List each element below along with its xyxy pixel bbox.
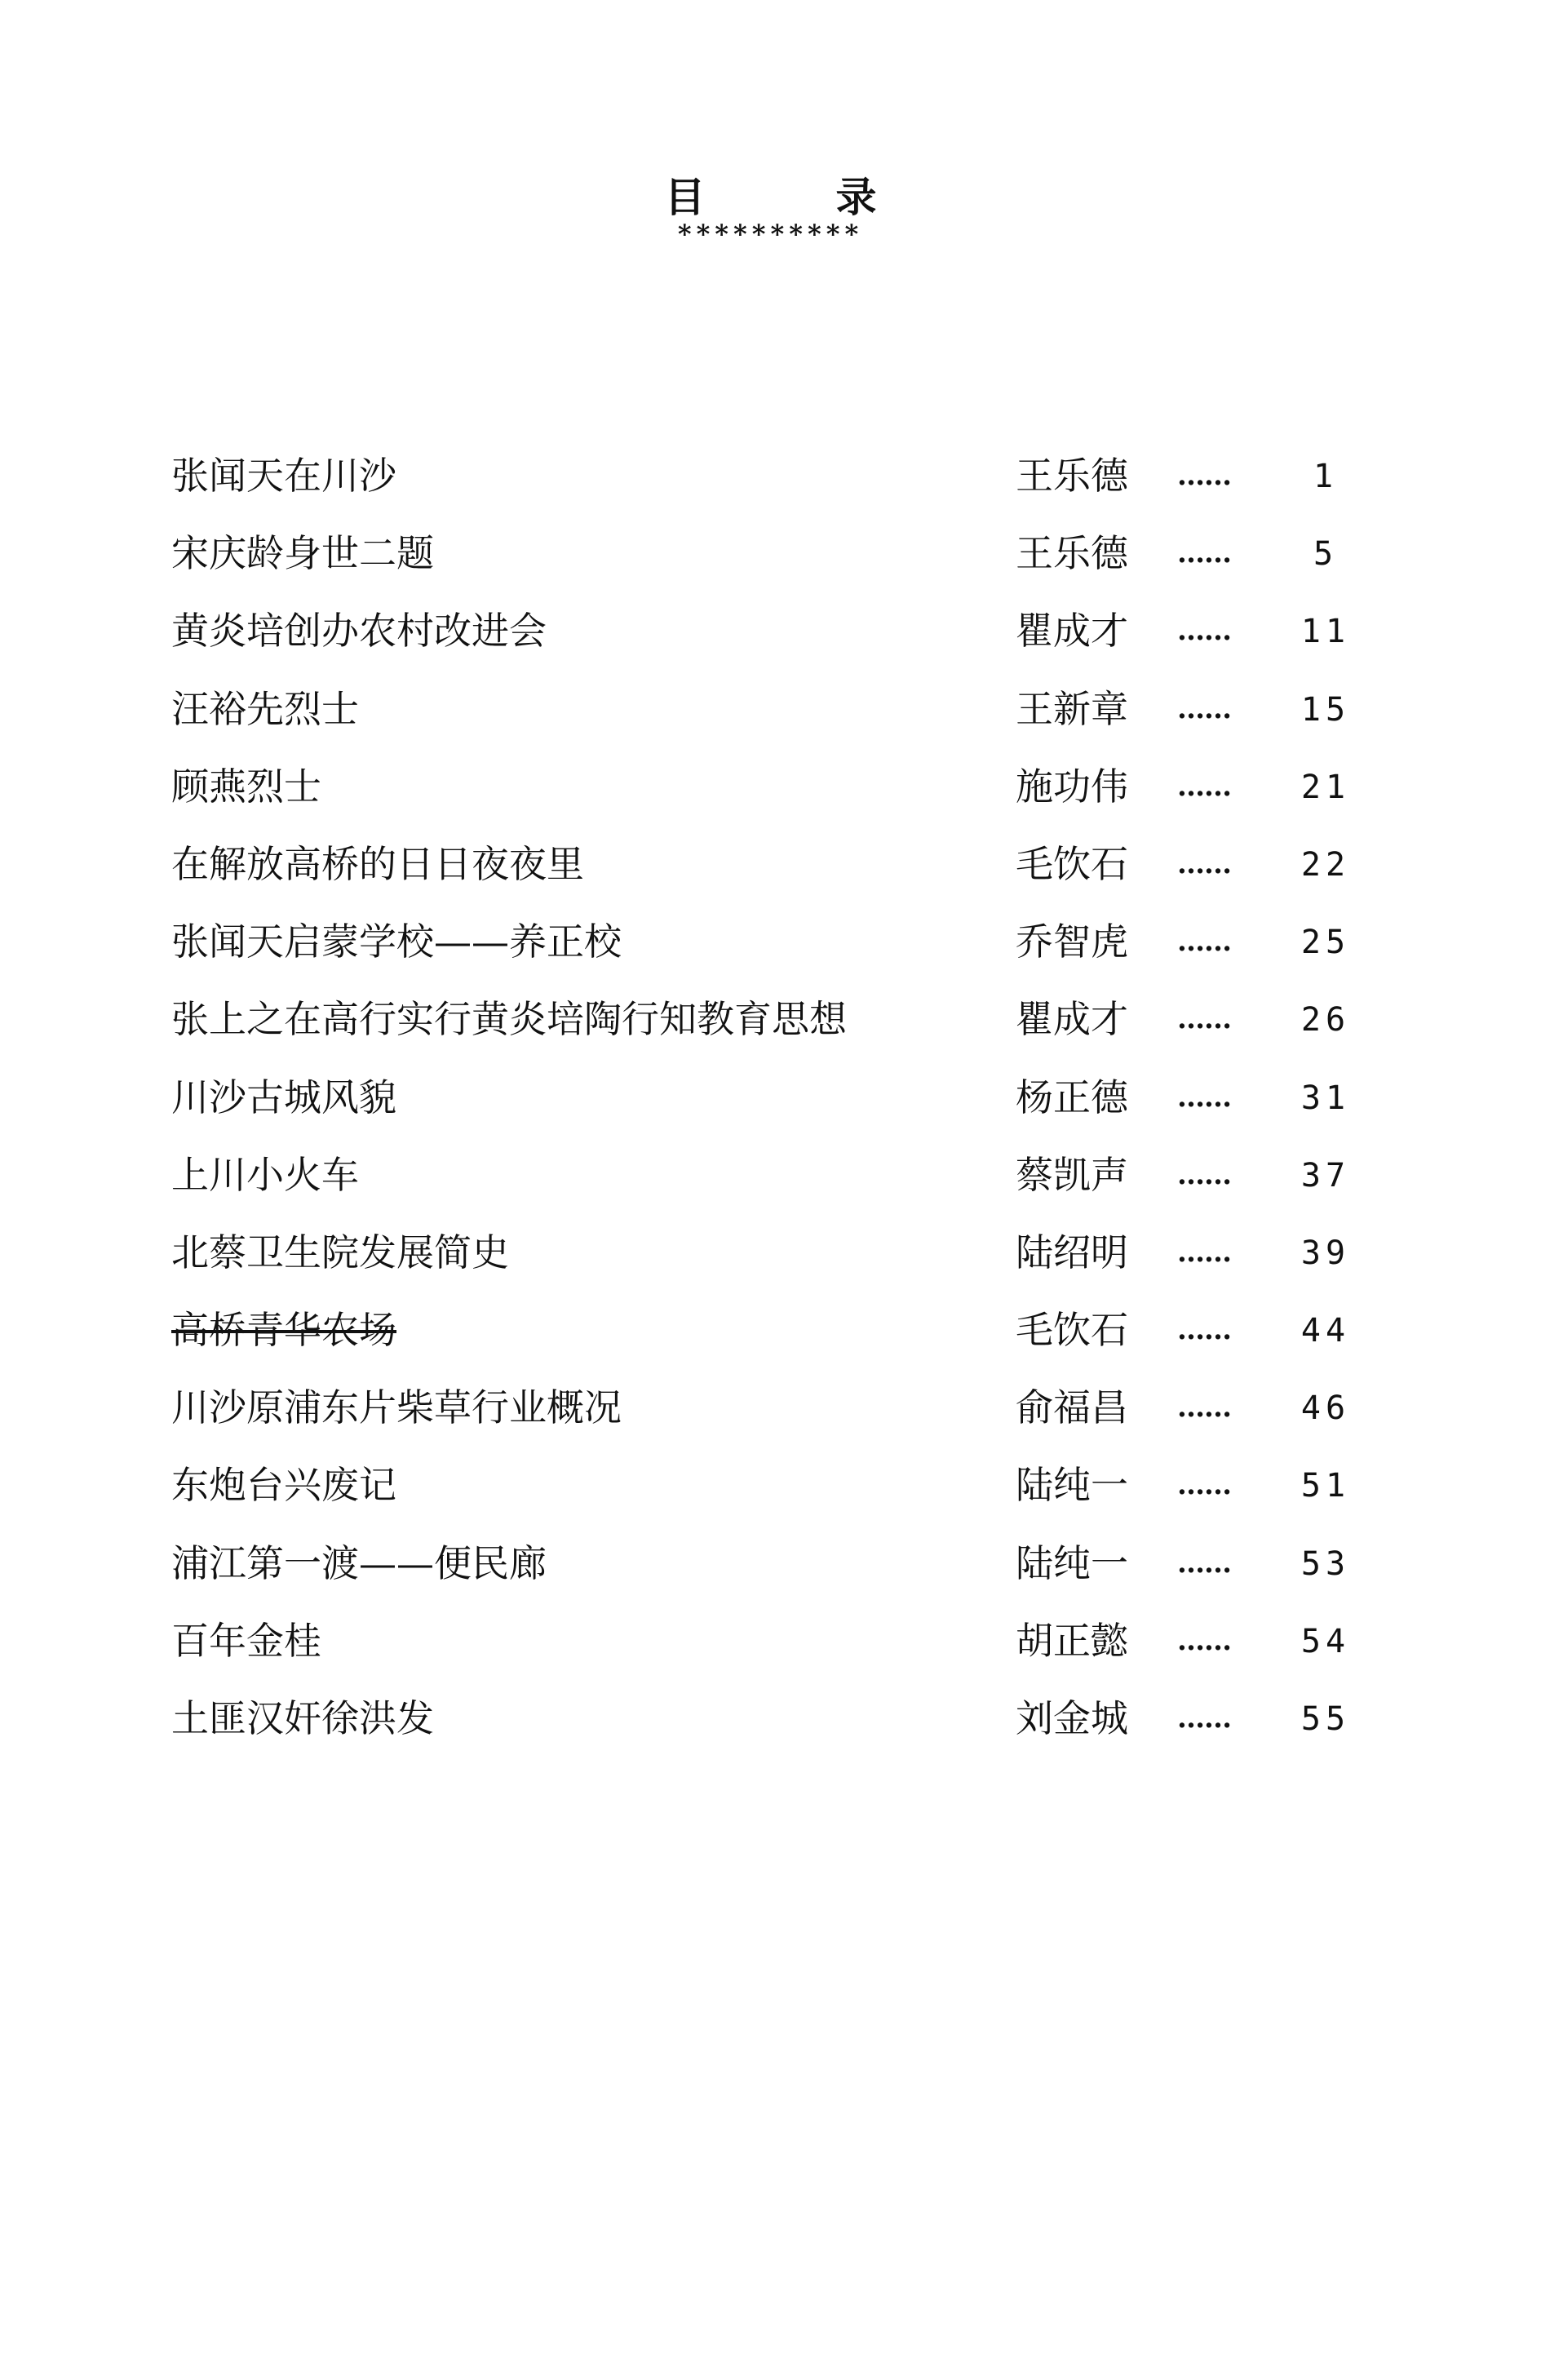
- toc-entry-title: 宋庆龄身世二题: [171, 531, 434, 576]
- toc-dot-leader: ……: [1177, 614, 1231, 648]
- toc-entry-author: 王乐德: [1016, 531, 1128, 576]
- toc-entry-author: 杨正德: [1016, 1075, 1128, 1119]
- toc-entry-page: 26: [1300, 1001, 1351, 1039]
- toc-entry: [0, 1066, 1541, 1144]
- toc-entry-author: 刘金城: [1016, 1696, 1128, 1740]
- toc-entry-page: 37: [1300, 1156, 1351, 1194]
- toc-entry: [0, 988, 1541, 1066]
- toc-entry: [0, 1221, 1541, 1299]
- toc-entry: [0, 1610, 1541, 1687]
- toc-entry-page: 46: [1300, 1389, 1351, 1428]
- toc-entry-page: 31: [1300, 1079, 1351, 1117]
- toc-entry: [0, 445, 1541, 522]
- toc-entry: [0, 522, 1541, 600]
- toc-entry-title: 浦江第一渡——便民廊: [171, 1540, 547, 1585]
- toc-entry-title: 张上之在高行实行黄炎培陶行知教育思想: [171, 997, 847, 1042]
- toc-dot-leader: ……: [1177, 1702, 1231, 1735]
- toc-entry-page: 55: [1300, 1700, 1351, 1738]
- toc-entry-page: 5: [1313, 535, 1339, 574]
- toc-entry-title: 在解放高桥的日日夜夜里: [171, 841, 584, 886]
- toc-entry-author: 毛饮石: [1016, 841, 1128, 886]
- page-title: 目录: [664, 173, 1007, 221]
- toc-entry: [0, 1454, 1541, 1531]
- toc-dot-leader: ……: [1177, 1158, 1231, 1191]
- toc-entry-title-struck: 高桥青华农场: [171, 1308, 396, 1353]
- toc-entry-title: 张闻天在川沙: [171, 454, 396, 498]
- toc-entry-page: 53: [1300, 1545, 1351, 1583]
- toc-dot-leader: ……: [1177, 459, 1231, 492]
- toc-entry-author: 乔智虎: [1016, 920, 1128, 964]
- toc-entry-title: 黄炎培创办农村改进会: [171, 609, 547, 654]
- toc-entry: [0, 1687, 1541, 1765]
- toc-entry-author: 陆纯一: [1016, 1540, 1128, 1585]
- toc-entry-title: 北蔡卫生院发展简史: [171, 1230, 509, 1274]
- toc-dot-leader: ……: [1177, 1391, 1231, 1425]
- toc-entry-page: 22: [1300, 845, 1351, 884]
- toc-entry-author: 陆纯一: [1016, 1463, 1128, 1508]
- toc-entry-author: 施功伟: [1016, 764, 1128, 809]
- toc-dot-leader: ……: [1177, 1314, 1231, 1347]
- toc-dot-leader: ……: [1177, 1003, 1231, 1036]
- toc-entry: [0, 911, 1541, 988]
- toc-entry: [0, 1299, 1541, 1376]
- toc-entry-author: 俞福昌: [1016, 1385, 1128, 1430]
- toc-entry-author: 王新章: [1016, 686, 1128, 731]
- toc-entry-page: 25: [1300, 924, 1351, 962]
- toc-entry-title: 东炮台兴废记: [171, 1463, 396, 1508]
- toc-entry: [0, 1532, 1541, 1610]
- toc-dot-leader: ……: [1177, 692, 1231, 725]
- toc-dot-leader: ……: [1177, 1469, 1231, 1502]
- toc-dot-leader: ……: [1177, 1235, 1231, 1269]
- toc-entry: [0, 756, 1541, 833]
- toc-entry-author: 王乐德: [1016, 454, 1128, 498]
- toc-dot-leader: ……: [1177, 925, 1231, 959]
- toc-entry-author: 蔡凯声: [1016, 1152, 1128, 1197]
- toc-entry-title: 百年金桂: [171, 1618, 321, 1663]
- toc-dot-leader: ……: [1177, 537, 1231, 570]
- toc-entry-page: 54: [1300, 1622, 1351, 1660]
- title-star-divider: **********: [677, 219, 864, 250]
- toc-entry-title: 土匪汉奸徐洪发: [171, 1696, 434, 1740]
- toc-entry-title: 张闻天启蒙学校——养正校: [171, 920, 622, 964]
- toc-entry-author: 胡正懿: [1016, 1618, 1128, 1663]
- toc-dot-leader: ……: [1177, 1080, 1231, 1114]
- toc-entry-title: 汪裕先烈士: [171, 686, 359, 731]
- toc-entry-page: 1: [1313, 458, 1339, 495]
- toc-entry-author: 陆绍明: [1016, 1230, 1128, 1274]
- toc-entry: [0, 833, 1541, 911]
- toc-dot-leader: ……: [1177, 1546, 1231, 1580]
- toc-entry-title: 顾燕烈士: [171, 764, 321, 809]
- toc-entry: [0, 600, 1541, 677]
- toc-entry-page: 39: [1300, 1234, 1351, 1272]
- toc-dot-leader: ……: [1177, 1624, 1231, 1657]
- table-of-contents: [0, 445, 1541, 1765]
- toc-entry-page: 21: [1300, 768, 1351, 806]
- toc-entry: [0, 1376, 1541, 1454]
- toc-entry: [0, 678, 1541, 756]
- toc-entry-author: 毛饮石: [1016, 1308, 1128, 1353]
- toc-entry-title: 川沙古城风貌: [171, 1075, 396, 1119]
- toc-dot-leader: ……: [1177, 769, 1231, 803]
- toc-entry-title: 上川小火车: [171, 1152, 359, 1197]
- toc-entry-page: 44: [1300, 1312, 1351, 1350]
- toc-dot-leader: ……: [1177, 847, 1231, 880]
- toc-entry-page: 15: [1300, 690, 1351, 729]
- toc-entry-page: 11: [1300, 613, 1351, 651]
- toc-entry-author: 瞿成才: [1016, 609, 1128, 654]
- toc-entry-page: 51: [1300, 1467, 1351, 1505]
- toc-entry: [0, 1144, 1541, 1221]
- toc-entry-author: 瞿成才: [1016, 997, 1128, 1042]
- toc-entry-title: 川沙原浦东片柴草行业概况: [171, 1385, 622, 1430]
